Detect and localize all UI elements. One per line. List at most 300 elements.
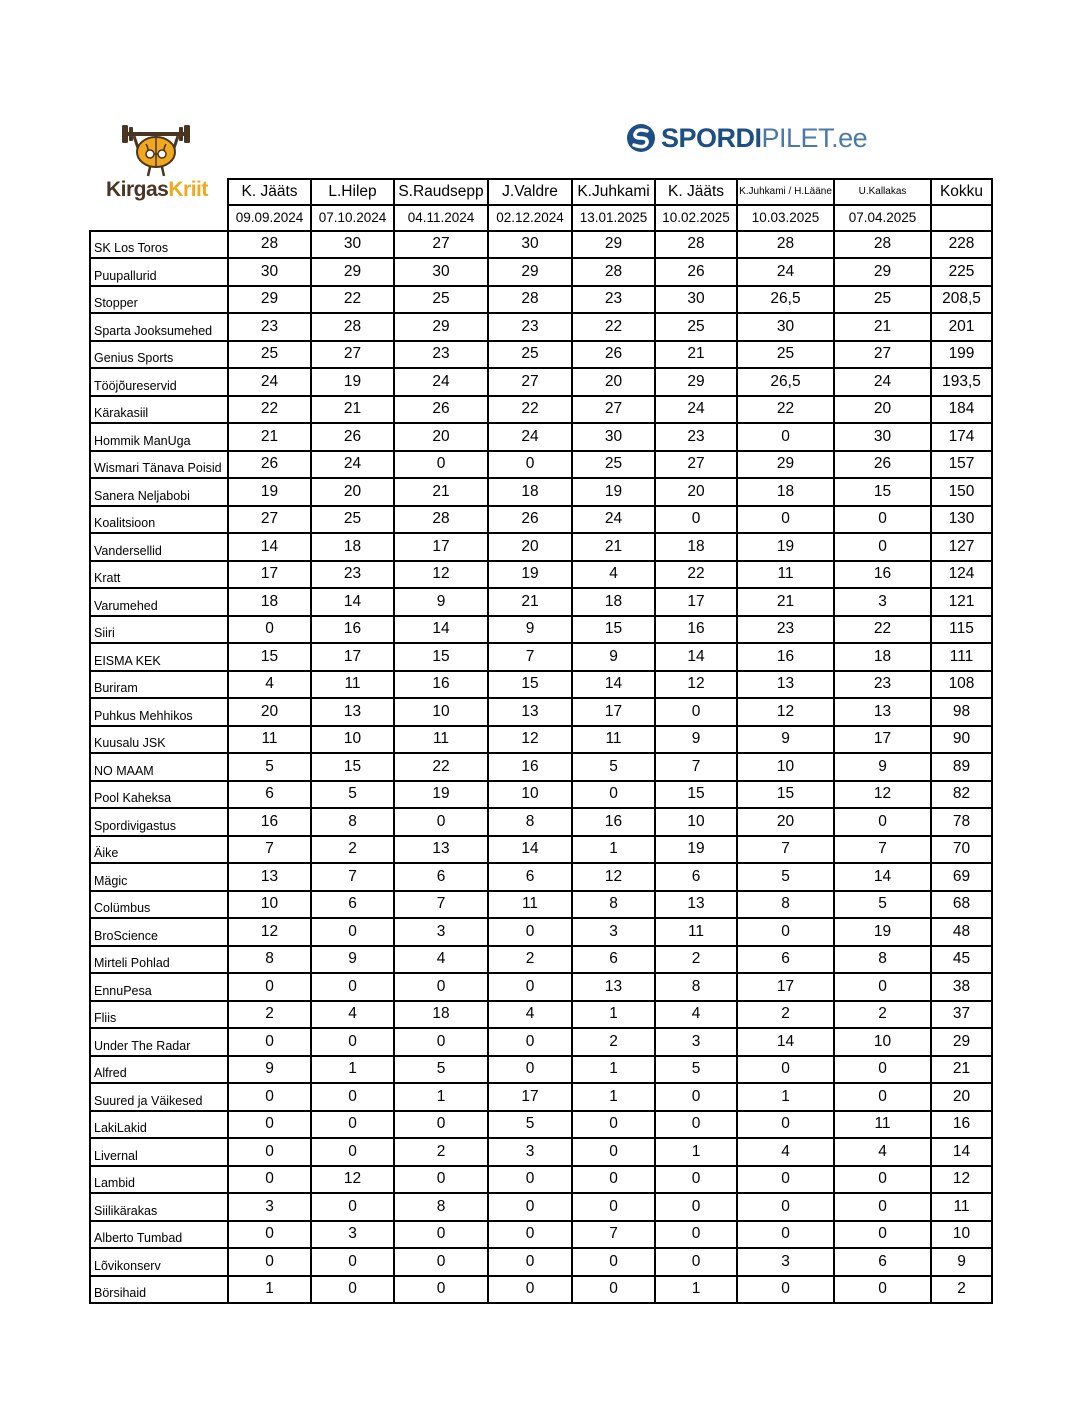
score-cell: 0 bbox=[228, 1248, 311, 1276]
score-cell: 0 bbox=[228, 1028, 311, 1056]
score-cell: 28 bbox=[655, 231, 737, 259]
score-cell: 0 bbox=[834, 533, 931, 561]
score-cell: 0 bbox=[655, 1166, 737, 1194]
score-cell: 18 bbox=[655, 533, 737, 561]
score-cell: 22 bbox=[655, 561, 737, 589]
score-cell: 0 bbox=[394, 1166, 488, 1194]
score-cell: 8 bbox=[655, 973, 737, 1001]
team-name-cell: Hommik ManUga bbox=[90, 423, 228, 451]
table-row bbox=[90, 396, 992, 424]
score-cell: 20 bbox=[834, 396, 931, 424]
spordipilet-logo bbox=[625, 118, 867, 158]
score-cell: 0 bbox=[737, 918, 834, 946]
table-row bbox=[90, 341, 992, 369]
score-cell: 14 bbox=[834, 863, 931, 891]
total-cell: 115 bbox=[931, 616, 992, 644]
score-cell: 0 bbox=[834, 1276, 931, 1304]
score-cell: 23 bbox=[488, 313, 572, 341]
table-row bbox=[90, 451, 992, 479]
table-row bbox=[90, 918, 992, 946]
score-cell: 26,5 bbox=[737, 368, 834, 396]
score-cell: 1 bbox=[572, 1056, 655, 1084]
score-cell: 14 bbox=[655, 643, 737, 671]
score-cell: 0 bbox=[655, 1111, 737, 1139]
score-cell: 2 bbox=[834, 1001, 931, 1029]
score-cell: 6 bbox=[394, 863, 488, 891]
total-cell: 45 bbox=[931, 946, 992, 974]
score-cell: 0 bbox=[488, 1028, 572, 1056]
team-name-cell: Mägic bbox=[90, 863, 228, 891]
total-date-blank bbox=[931, 205, 992, 231]
score-cell: 15 bbox=[834, 478, 931, 506]
score-cell: 1 bbox=[311, 1056, 394, 1084]
score-cell: 0 bbox=[394, 808, 488, 836]
total-cell: 228 bbox=[931, 231, 992, 259]
total-cell: 12 bbox=[931, 1166, 992, 1194]
score-cell: 24 bbox=[834, 368, 931, 396]
table-row bbox=[90, 836, 992, 864]
score-cell: 5 bbox=[488, 1111, 572, 1139]
score-cell: 18 bbox=[394, 1001, 488, 1029]
team-name-cell: Sanera Neljabobi bbox=[90, 478, 228, 506]
team-name-cell: Alfred bbox=[90, 1056, 228, 1084]
score-cell: 29 bbox=[572, 231, 655, 259]
score-cell: 19 bbox=[737, 533, 834, 561]
team-name-cell: Colümbus bbox=[90, 891, 228, 919]
score-cell: 14 bbox=[311, 588, 394, 616]
total-cell: 68 bbox=[931, 891, 992, 919]
header-corner bbox=[90, 179, 228, 205]
score-cell: 0 bbox=[488, 973, 572, 1001]
team-name-cell: Äike bbox=[90, 836, 228, 864]
total-cell: 21 bbox=[931, 1056, 992, 1084]
score-cell: 0 bbox=[655, 1193, 737, 1221]
score-cell: 7 bbox=[572, 1221, 655, 1249]
total-cell: 70 bbox=[931, 836, 992, 864]
score-cell: 0 bbox=[311, 1193, 394, 1221]
score-cell: 0 bbox=[834, 1166, 931, 1194]
total-header: Kokku bbox=[931, 179, 992, 205]
date-cell: 07.04.2025 bbox=[834, 205, 931, 231]
score-cell: 30 bbox=[228, 258, 311, 286]
score-cell: 0 bbox=[488, 1056, 572, 1084]
date-cell: 10.03.2025 bbox=[737, 205, 834, 231]
score-cell: 23 bbox=[394, 341, 488, 369]
score-cell: 17 bbox=[737, 973, 834, 1001]
score-cell: 7 bbox=[488, 643, 572, 671]
score-cell: 6 bbox=[834, 1248, 931, 1276]
score-cell: 29 bbox=[394, 313, 488, 341]
team-name-cell: EISMA KEK bbox=[90, 643, 228, 671]
score-cell: 3 bbox=[488, 1138, 572, 1166]
score-cell: 0 bbox=[572, 1166, 655, 1194]
results-table bbox=[89, 178, 993, 1304]
total-cell: 157 bbox=[931, 451, 992, 479]
table-row bbox=[90, 726, 992, 754]
score-cell: 3 bbox=[572, 918, 655, 946]
table-row bbox=[90, 231, 992, 259]
score-cell: 30 bbox=[655, 286, 737, 314]
score-cell: 0 bbox=[572, 1248, 655, 1276]
score-cell: 21 bbox=[311, 396, 394, 424]
team-name-cell: Sparta Jooksumehed bbox=[90, 313, 228, 341]
score-cell: 20 bbox=[228, 698, 311, 726]
score-cell: 0 bbox=[834, 1221, 931, 1249]
table-row bbox=[90, 286, 992, 314]
score-cell: 7 bbox=[311, 863, 394, 891]
logo-word-bold: SPORDI bbox=[661, 122, 762, 153]
total-cell: 90 bbox=[931, 726, 992, 754]
team-name-cell: Kärakasiil bbox=[90, 396, 228, 424]
score-cell: 28 bbox=[394, 506, 488, 534]
score-cell: 6 bbox=[737, 946, 834, 974]
score-cell: 19 bbox=[488, 561, 572, 589]
score-cell: 16 bbox=[488, 753, 572, 781]
score-cell: 6 bbox=[572, 946, 655, 974]
team-name-cell: Varumehed bbox=[90, 588, 228, 616]
score-cell: 4 bbox=[311, 1001, 394, 1029]
score-cell: 11 bbox=[834, 1111, 931, 1139]
score-cell: 6 bbox=[228, 781, 311, 809]
score-cell: 12 bbox=[311, 1166, 394, 1194]
score-cell: 30 bbox=[737, 313, 834, 341]
score-cell: 0 bbox=[834, 506, 931, 534]
score-cell: 28 bbox=[228, 231, 311, 259]
score-cell: 26 bbox=[311, 423, 394, 451]
score-cell: 10 bbox=[228, 891, 311, 919]
score-cell: 0 bbox=[394, 1276, 488, 1304]
team-name-cell: Siilikärakas bbox=[90, 1193, 228, 1221]
team-name-cell: Mirteli Pohlad bbox=[90, 946, 228, 974]
score-cell: 0 bbox=[394, 1221, 488, 1249]
score-cell: 11 bbox=[311, 671, 394, 699]
results-table-body bbox=[90, 179, 992, 1303]
score-cell: 5 bbox=[228, 753, 311, 781]
score-cell: 1 bbox=[572, 1083, 655, 1111]
team-name-cell: Börsihaid bbox=[90, 1276, 228, 1304]
score-cell: 25 bbox=[311, 506, 394, 534]
total-cell: 124 bbox=[931, 561, 992, 589]
date-cell: 02.12.2024 bbox=[488, 205, 572, 231]
total-cell: 48 bbox=[931, 918, 992, 946]
score-cell: 17 bbox=[488, 1083, 572, 1111]
team-name-cell: Genius Sports bbox=[90, 341, 228, 369]
score-cell: 28 bbox=[488, 286, 572, 314]
score-cell: 24 bbox=[228, 368, 311, 396]
team-name-cell: Fliis bbox=[90, 1001, 228, 1029]
score-cell: 26 bbox=[572, 341, 655, 369]
score-cell: 17 bbox=[834, 726, 931, 754]
score-cell: 24 bbox=[655, 396, 737, 424]
score-cell: 0 bbox=[311, 1111, 394, 1139]
table-row bbox=[90, 1083, 992, 1111]
host-cell: K.Juhkami / H.Lääne bbox=[737, 179, 834, 205]
score-cell: 25 bbox=[488, 341, 572, 369]
score-cell: 23 bbox=[572, 286, 655, 314]
score-cell: 11 bbox=[655, 918, 737, 946]
score-cell: 9 bbox=[394, 588, 488, 616]
score-cell: 0 bbox=[311, 973, 394, 1001]
score-cell: 0 bbox=[488, 451, 572, 479]
score-cell: 0 bbox=[737, 506, 834, 534]
score-cell: 16 bbox=[394, 671, 488, 699]
score-cell: 3 bbox=[394, 918, 488, 946]
score-cell: 5 bbox=[834, 891, 931, 919]
score-cell: 12 bbox=[394, 561, 488, 589]
score-cell: 12 bbox=[834, 781, 931, 809]
score-cell: 30 bbox=[488, 231, 572, 259]
score-cell: 16 bbox=[737, 643, 834, 671]
score-cell: 20 bbox=[394, 423, 488, 451]
team-name-cell: LakiLakid bbox=[90, 1111, 228, 1139]
score-cell: 0 bbox=[311, 1138, 394, 1166]
table-row bbox=[90, 1248, 992, 1276]
score-cell: 7 bbox=[228, 836, 311, 864]
score-cell: 23 bbox=[655, 423, 737, 451]
score-cell: 16 bbox=[311, 616, 394, 644]
logo-word-1: Kirgas bbox=[106, 178, 169, 201]
score-cell: 16 bbox=[228, 808, 311, 836]
score-cell: 0 bbox=[488, 1276, 572, 1304]
table-row bbox=[90, 1111, 992, 1139]
score-cell: 29 bbox=[834, 258, 931, 286]
score-cell: 0 bbox=[737, 1056, 834, 1084]
total-cell: 89 bbox=[931, 753, 992, 781]
team-name-cell: Tööjõureservid bbox=[90, 368, 228, 396]
total-cell: 201 bbox=[931, 313, 992, 341]
team-name-cell: Alberto Tumbad bbox=[90, 1221, 228, 1249]
score-cell: 8 bbox=[834, 946, 931, 974]
score-cell: 0 bbox=[311, 1028, 394, 1056]
date-cell: 04.11.2024 bbox=[394, 205, 488, 231]
score-cell: 24 bbox=[394, 368, 488, 396]
score-cell: 20 bbox=[655, 478, 737, 506]
score-cell: 4 bbox=[834, 1138, 931, 1166]
score-cell: 30 bbox=[834, 423, 931, 451]
team-name-cell: Puupallurid bbox=[90, 258, 228, 286]
total-cell: 199 bbox=[931, 341, 992, 369]
score-cell: 24 bbox=[311, 451, 394, 479]
total-cell: 121 bbox=[931, 588, 992, 616]
score-cell: 13 bbox=[488, 698, 572, 726]
date-cell: 10.02.2025 bbox=[655, 205, 737, 231]
score-cell: 9 bbox=[572, 643, 655, 671]
score-cell: 0 bbox=[228, 1166, 311, 1194]
score-cell: 24 bbox=[488, 423, 572, 451]
total-cell: 29 bbox=[931, 1028, 992, 1056]
team-name-cell: Pool Kaheksa bbox=[90, 781, 228, 809]
table-row bbox=[90, 533, 992, 561]
score-cell: 6 bbox=[488, 863, 572, 891]
score-cell: 0 bbox=[572, 1138, 655, 1166]
score-cell: 2 bbox=[572, 1028, 655, 1056]
score-cell: 11 bbox=[572, 726, 655, 754]
table-row bbox=[90, 588, 992, 616]
score-cell: 18 bbox=[488, 478, 572, 506]
score-cell: 0 bbox=[737, 1193, 834, 1221]
score-cell: 13 bbox=[834, 698, 931, 726]
score-cell: 30 bbox=[572, 423, 655, 451]
host-cell: S.Raudsepp bbox=[394, 179, 488, 205]
score-cell: 17 bbox=[394, 533, 488, 561]
score-cell: 5 bbox=[572, 753, 655, 781]
score-cell: 25 bbox=[655, 313, 737, 341]
score-cell: 21 bbox=[737, 588, 834, 616]
score-cell: 26 bbox=[655, 258, 737, 286]
score-cell: 1 bbox=[394, 1083, 488, 1111]
score-cell: 19 bbox=[394, 781, 488, 809]
score-cell: 25 bbox=[572, 451, 655, 479]
score-cell: 4 bbox=[572, 561, 655, 589]
score-cell: 7 bbox=[834, 836, 931, 864]
total-cell: 108 bbox=[931, 671, 992, 699]
score-cell: 10 bbox=[834, 1028, 931, 1056]
score-cell: 1 bbox=[737, 1083, 834, 1111]
table-row bbox=[90, 808, 992, 836]
table-row bbox=[90, 368, 992, 396]
score-cell: 20 bbox=[488, 533, 572, 561]
score-cell: 0 bbox=[655, 506, 737, 534]
score-cell: 27 bbox=[311, 341, 394, 369]
team-name-cell: Wismari Tänava Poisid bbox=[90, 451, 228, 479]
score-cell: 10 bbox=[394, 698, 488, 726]
score-cell: 0 bbox=[228, 1221, 311, 1249]
total-cell: 150 bbox=[931, 478, 992, 506]
score-cell: 23 bbox=[737, 616, 834, 644]
score-cell: 6 bbox=[311, 891, 394, 919]
score-cell: 0 bbox=[228, 1138, 311, 1166]
score-cell: 1 bbox=[228, 1276, 311, 1304]
total-cell: 10 bbox=[931, 1221, 992, 1249]
score-cell: 12 bbox=[488, 726, 572, 754]
score-cell: 0 bbox=[228, 973, 311, 1001]
score-cell: 2 bbox=[737, 1001, 834, 1029]
score-cell: 25 bbox=[394, 286, 488, 314]
score-cell: 0 bbox=[655, 698, 737, 726]
score-cell: 1 bbox=[655, 1276, 737, 1304]
score-cell: 28 bbox=[737, 231, 834, 259]
score-cell: 0 bbox=[737, 1166, 834, 1194]
score-cell: 20 bbox=[737, 808, 834, 836]
team-name-cell: Stopper bbox=[90, 286, 228, 314]
score-cell: 8 bbox=[737, 891, 834, 919]
score-cell: 22 bbox=[228, 396, 311, 424]
spordipilet-emblem-icon bbox=[625, 122, 657, 154]
score-cell: 16 bbox=[572, 808, 655, 836]
score-cell: 26 bbox=[834, 451, 931, 479]
table-row bbox=[90, 561, 992, 589]
score-cell: 0 bbox=[228, 616, 311, 644]
table-row bbox=[90, 781, 992, 809]
score-cell: 4 bbox=[655, 1001, 737, 1029]
score-cell: 25 bbox=[834, 286, 931, 314]
total-cell: 38 bbox=[931, 973, 992, 1001]
score-cell: 27 bbox=[655, 451, 737, 479]
score-cell: 4 bbox=[394, 946, 488, 974]
score-cell: 19 bbox=[311, 368, 394, 396]
score-cell: 0 bbox=[488, 918, 572, 946]
host-cell: K. Jääts bbox=[655, 179, 737, 205]
score-cell: 3 bbox=[737, 1248, 834, 1276]
score-cell: 19 bbox=[834, 918, 931, 946]
table-row bbox=[90, 1193, 992, 1221]
score-cell: 30 bbox=[311, 231, 394, 259]
score-cell: 21 bbox=[572, 533, 655, 561]
team-name-cell: Siiri bbox=[90, 616, 228, 644]
score-cell: 8 bbox=[394, 1193, 488, 1221]
score-cell: 3 bbox=[655, 1028, 737, 1056]
header-date-row bbox=[90, 205, 992, 231]
score-cell: 0 bbox=[228, 1083, 311, 1111]
score-cell: 0 bbox=[394, 1028, 488, 1056]
score-cell: 29 bbox=[228, 286, 311, 314]
score-cell: 0 bbox=[311, 1248, 394, 1276]
total-cell: 130 bbox=[931, 506, 992, 534]
score-cell: 27 bbox=[394, 231, 488, 259]
score-cell: 1 bbox=[572, 1001, 655, 1029]
header-host-row bbox=[90, 179, 992, 205]
score-cell: 13 bbox=[737, 671, 834, 699]
total-cell: 98 bbox=[931, 698, 992, 726]
score-cell: 29 bbox=[655, 368, 737, 396]
score-cell: 14 bbox=[737, 1028, 834, 1056]
score-cell: 16 bbox=[834, 561, 931, 589]
team-name-cell: Lambid bbox=[90, 1166, 228, 1194]
score-cell: 22 bbox=[737, 396, 834, 424]
score-cell: 8 bbox=[311, 808, 394, 836]
total-cell: 14 bbox=[931, 1138, 992, 1166]
team-name-cell: Spordivigastus bbox=[90, 808, 228, 836]
score-cell: 0 bbox=[737, 423, 834, 451]
table-row bbox=[90, 616, 992, 644]
score-cell: 15 bbox=[737, 781, 834, 809]
score-cell: 0 bbox=[834, 1193, 931, 1221]
score-cell: 17 bbox=[311, 643, 394, 671]
score-cell: 13 bbox=[311, 698, 394, 726]
score-cell: 10 bbox=[737, 753, 834, 781]
score-cell: 0 bbox=[394, 1248, 488, 1276]
header-corner bbox=[90, 205, 228, 231]
score-cell: 15 bbox=[655, 781, 737, 809]
score-cell: 0 bbox=[834, 1056, 931, 1084]
score-cell: 25 bbox=[737, 341, 834, 369]
team-name-cell: Puhkus Mehhikos bbox=[90, 698, 228, 726]
score-cell: 19 bbox=[228, 478, 311, 506]
score-cell: 0 bbox=[572, 781, 655, 809]
score-cell: 19 bbox=[655, 836, 737, 864]
total-cell: 174 bbox=[931, 423, 992, 451]
score-cell: 23 bbox=[834, 671, 931, 699]
total-cell: 184 bbox=[931, 396, 992, 424]
score-cell: 17 bbox=[228, 561, 311, 589]
score-cell: 9 bbox=[834, 753, 931, 781]
table-row bbox=[90, 753, 992, 781]
score-cell: 19 bbox=[572, 478, 655, 506]
score-cell: 7 bbox=[655, 753, 737, 781]
table-row bbox=[90, 643, 992, 671]
score-cell: 2 bbox=[655, 946, 737, 974]
table-row bbox=[90, 1138, 992, 1166]
score-cell: 14 bbox=[228, 533, 311, 561]
logo-word-2: Kriit bbox=[168, 178, 208, 201]
total-cell: 127 bbox=[931, 533, 992, 561]
score-cell: 27 bbox=[572, 396, 655, 424]
score-cell: 5 bbox=[737, 863, 834, 891]
total-cell: 2 bbox=[931, 1276, 992, 1304]
score-cell: 11 bbox=[394, 726, 488, 754]
total-cell: 16 bbox=[931, 1111, 992, 1139]
score-cell: 23 bbox=[311, 561, 394, 589]
